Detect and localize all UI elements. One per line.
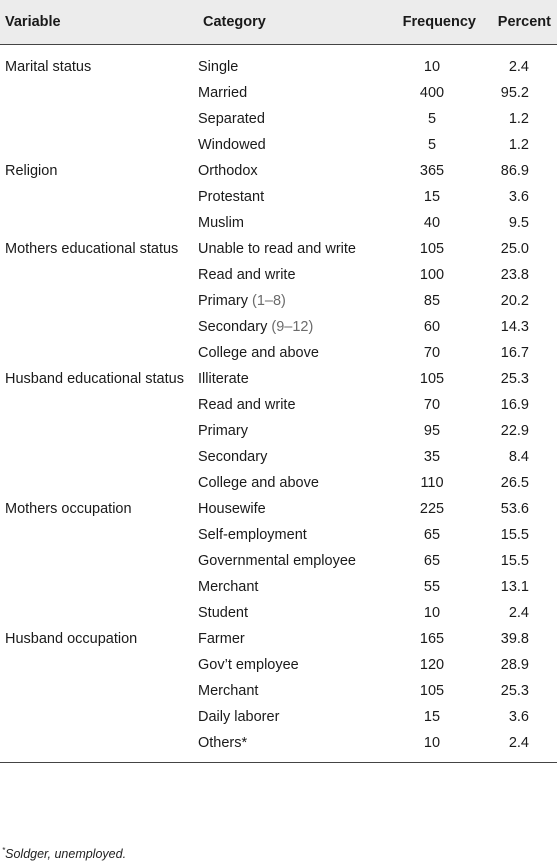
category-range-ref: (9–12) [271, 319, 314, 335]
cell-variable [0, 419, 198, 445]
category-label: Daily laborer [198, 709, 280, 725]
table-row [0, 237, 557, 263]
cell-variable: Religion [5, 163, 58, 179]
cell-category [198, 133, 382, 159]
table-row [0, 185, 557, 211]
cell-percent: 25.3 [500, 371, 529, 387]
cell-frequency: 15 [423, 189, 441, 205]
cell-variable [0, 705, 198, 731]
table-row [0, 679, 557, 705]
cell-frequency: 105 [419, 371, 445, 387]
category-label: Windowed [198, 137, 266, 153]
footnote-text: Soldger, unemployed. [5, 847, 127, 862]
category-label: Gov’t employee [198, 657, 299, 673]
cell-variable [0, 107, 198, 133]
cell-frequency: 60 [423, 319, 441, 335]
cell-category [198, 575, 382, 601]
header-category: Category [198, 0, 382, 45]
cell-variable [0, 315, 198, 341]
cell-category [198, 705, 382, 731]
cell-variable [0, 445, 198, 471]
cell-category [198, 45, 382, 81]
cell-category [198, 679, 382, 705]
cell-percent: 26.5 [500, 475, 529, 491]
cell-category [198, 289, 382, 315]
cell-variable: Husband occupation [5, 631, 138, 647]
cell-percent: 16.7 [500, 345, 529, 361]
category-label: Read and write [198, 267, 296, 283]
cell-category [198, 185, 382, 211]
cell-variable [0, 263, 198, 289]
table-footnote [2, 846, 126, 861]
cell-percent: 95.2 [500, 85, 529, 101]
cell-percent: 2.4 [482, 731, 557, 763]
header-variable: Variable [0, 0, 198, 45]
cell-percent: 16.9 [500, 397, 529, 413]
cell-category [198, 367, 382, 393]
category-label: Married [198, 85, 248, 101]
table-row [0, 419, 557, 445]
cell-frequency: 225 [419, 501, 445, 517]
cell-category [198, 471, 382, 497]
cell-percent: 39.8 [500, 631, 529, 647]
category-label: Self-employment [198, 527, 307, 543]
cell-frequency: 65 [423, 527, 441, 543]
category-label: Merchant [198, 579, 259, 595]
cell-category [198, 211, 382, 237]
category-label: Primary [198, 293, 248, 309]
table-row [0, 627, 557, 653]
cell-percent: 2.4 [508, 59, 529, 75]
table-row [0, 341, 557, 367]
cell-frequency: 110 [420, 475, 444, 491]
cell-category [198, 81, 382, 107]
table-row [0, 601, 557, 627]
cell-percent: 15.5 [500, 553, 529, 569]
cell-percent: 20.2 [500, 293, 529, 309]
cell-variable: Husband educational status [5, 371, 184, 387]
table-row [0, 289, 557, 315]
table-row [0, 367, 557, 393]
cell-category [198, 393, 382, 419]
cell-category [198, 107, 382, 133]
cell-frequency: 5 [427, 111, 437, 127]
cell-frequency: 400 [419, 85, 445, 101]
table-header [0, 0, 557, 45]
table-row [0, 471, 557, 497]
cell-category [198, 497, 382, 523]
table-row [0, 315, 557, 341]
cell-percent: 2.4 [508, 605, 529, 621]
cell-percent: 15.5 [500, 527, 529, 543]
cell-percent: 1.2 [508, 137, 529, 153]
cell-frequency: 65 [423, 553, 441, 569]
cell-variable [0, 393, 198, 419]
table-row [0, 107, 557, 133]
table-row [0, 133, 557, 159]
cell-variable: Mothers educational status [5, 241, 179, 257]
cell-frequency: 105 [419, 683, 445, 699]
category-label: Farmer [198, 631, 245, 647]
cell-variable [0, 471, 198, 497]
cell-frequency: 100 [419, 267, 445, 283]
cell-frequency: 10 [423, 605, 441, 621]
category-label: Illiterate [198, 371, 249, 387]
cell-frequency: 95 [423, 423, 441, 439]
table-row [0, 159, 557, 185]
cell-frequency: 165 [419, 631, 445, 647]
cell-variable [0, 211, 198, 237]
cell-variable [0, 341, 198, 367]
cell-variable [0, 653, 198, 679]
table-row [0, 393, 557, 419]
cell-category [198, 263, 382, 289]
category-label: Separated [198, 111, 265, 127]
cell-category [198, 315, 382, 341]
category-label: Secondary [198, 449, 268, 465]
category-label: Secondary [198, 319, 268, 335]
table-row [0, 549, 557, 575]
cell-category [198, 731, 382, 763]
cell-percent: 14.3 [500, 319, 529, 335]
cell-variable [0, 289, 198, 315]
cell-frequency: 85 [423, 293, 441, 309]
cell-percent: 22.9 [500, 423, 529, 439]
cell-category [198, 601, 382, 627]
cell-frequency: 10 [423, 59, 441, 75]
table-row [0, 705, 557, 731]
category-label: Protestant [198, 189, 265, 205]
cell-percent: 25.3 [500, 683, 529, 699]
table-row [0, 497, 557, 523]
cell-variable: Mothers occupation [5, 501, 132, 517]
category-label: Merchant [198, 683, 259, 699]
table-row [0, 653, 557, 679]
category-label: Student [198, 605, 248, 621]
cell-frequency: 365 [419, 163, 445, 179]
table-row [0, 731, 557, 763]
cell-percent: 53.6 [500, 501, 529, 517]
cell-frequency: 70 [423, 397, 441, 413]
cell-percent: 8.4 [508, 449, 529, 465]
cell-percent: 86.9 [500, 163, 529, 179]
footnote-marker: * [2, 846, 6, 855]
cell-variable [0, 133, 198, 159]
cell-variable [0, 81, 198, 107]
cell-category [198, 445, 382, 471]
table-body [0, 45, 557, 763]
table-row [0, 45, 557, 81]
category-label: Primary [198, 423, 248, 439]
cell-percent: 13.1 [500, 579, 529, 595]
cell-frequency: 15 [423, 709, 441, 725]
cell-category [198, 549, 382, 575]
table-row [0, 211, 557, 237]
header-row [0, 0, 557, 45]
cell-category [198, 653, 382, 679]
cell-frequency: 10 [382, 731, 482, 763]
cell-category [198, 341, 382, 367]
cell-percent: 3.6 [508, 709, 529, 725]
cell-variable [0, 575, 198, 601]
cell-percent: 1.2 [508, 111, 529, 127]
cell-percent: 28.9 [500, 657, 529, 673]
cell-variable [0, 731, 198, 763]
cell-frequency: 40 [423, 215, 441, 231]
category-label: Governmental employee [198, 553, 356, 569]
cell-variable [0, 679, 198, 705]
table-row [0, 575, 557, 601]
cell-category [198, 627, 382, 653]
cell-category [198, 419, 382, 445]
category-label: Others* [198, 735, 248, 751]
table-row [0, 523, 557, 549]
cell-variable [0, 185, 198, 211]
cell-percent: 25.0 [500, 241, 529, 257]
cell-frequency: 70 [423, 345, 441, 361]
cell-percent: 3.6 [508, 189, 529, 205]
cell-category [198, 523, 382, 549]
cell-variable [0, 549, 198, 575]
cell-variable [0, 601, 198, 627]
cell-frequency: 55 [423, 579, 441, 595]
cell-percent: 9.5 [508, 215, 529, 231]
header-percent: Percent [482, 0, 557, 45]
cell-frequency: 5 [427, 137, 437, 153]
table-row [0, 445, 557, 471]
cell-variable [0, 523, 198, 549]
table-row [0, 81, 557, 107]
category-label: Housewife [198, 501, 266, 517]
category-label: Read and write [198, 397, 296, 413]
category-range-ref: (1–8) [251, 293, 286, 309]
header-frequency: Frequency [382, 0, 482, 45]
table-row [0, 263, 557, 289]
cell-frequency: 120 [419, 657, 445, 673]
category-label: Single [198, 59, 239, 75]
category-label: Unable to read and write [198, 241, 356, 257]
cell-variable: Marital status [5, 59, 92, 75]
cell-category [198, 237, 382, 263]
category-label: Muslim [198, 215, 244, 231]
cell-category [198, 159, 382, 185]
category-label: Orthodox [198, 163, 258, 179]
category-label: College and above [198, 345, 319, 361]
cell-percent: 23.8 [500, 267, 529, 283]
cell-frequency: 105 [419, 241, 445, 257]
cell-frequency: 35 [423, 449, 441, 465]
category-label: College and above [198, 475, 319, 491]
